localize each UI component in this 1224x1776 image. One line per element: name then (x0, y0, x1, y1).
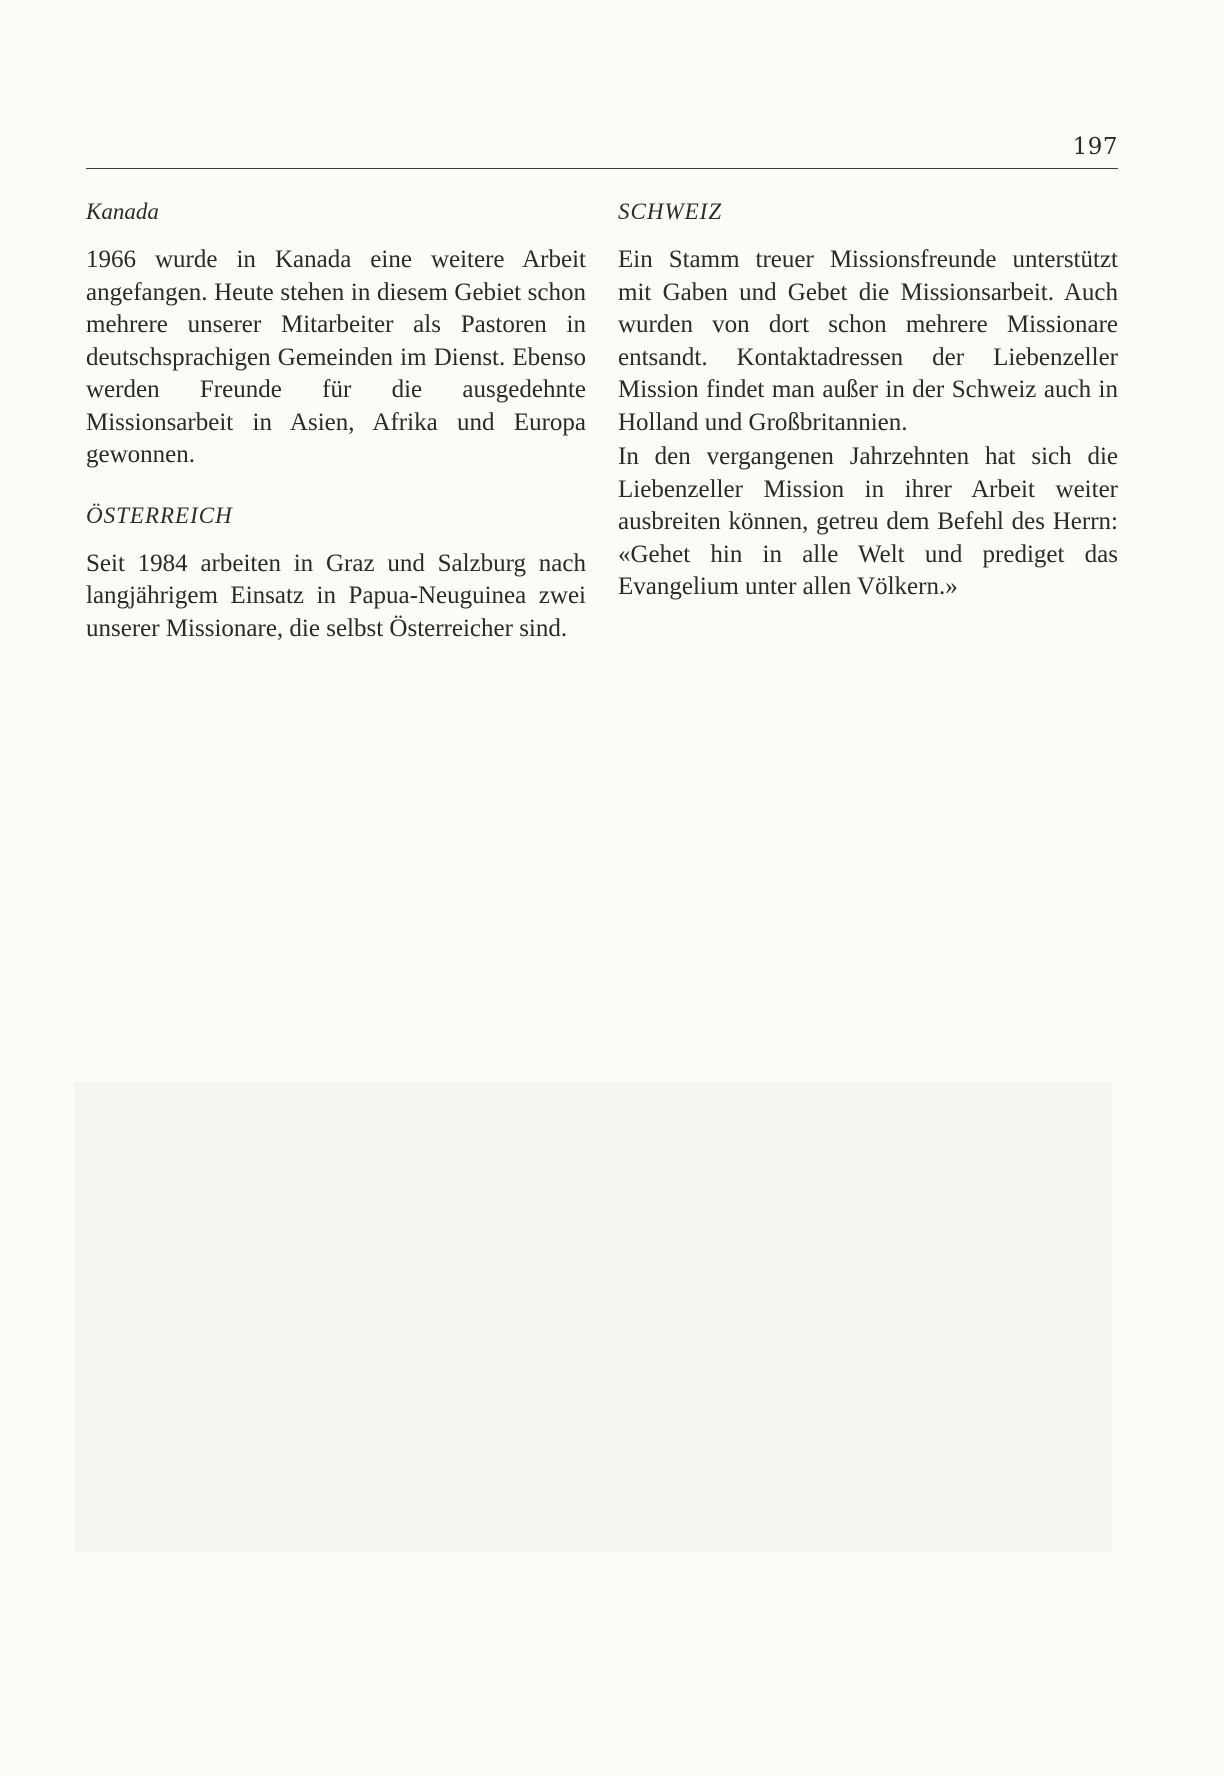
closing-paragraph: In den vergangenen Jahrzehnten hat sich die Liebenzeller Mission in ihrer Arbeit weiter ausbreiten können, getreu dem Befehl des Herrn: «Gehet hin in alle Welt und prediget das Evangelium unter allen Völkern.» (618, 443, 1118, 600)
right-column (618, 196, 1118, 604)
section-text-oesterreich: Seit 1984 arbeiten in Graz und Salzburg nach langjährigem Einsatz in Papua-Neuguinea zwei unserer Missionare, die selbst Österreicher sind. (86, 549, 586, 642)
section-heading-kanada: Kanada (86, 199, 159, 224)
show-through-image-area (74, 1082, 1112, 1552)
section-heading-schweiz: SCHWEIZ (618, 199, 723, 224)
page-number: 197 (1072, 134, 1118, 160)
section-heading-oesterreich: ÖSTERREICH (86, 502, 233, 528)
section-text-kanada: 1966 wurde in Kanada eine weitere Arbeit angefangen. Heute stehen in diesem Gebiet schon mehrere unserer Mitarbeiter als Pastoren in deutschsprachigen Gemeinden im Dienst. Ebenso werden Freunde für die ausgedehnte Missionsarbeit in Asien, Afrika und Europa gewonnen. (86, 246, 586, 468)
left-column (86, 196, 586, 645)
section-text-schweiz: Ein Stamm treuer Missionsfreunde unterstützt mit Gaben und Gebet die Missionsarbeit. Auch wurden von dort schon mehrere Missionare entsandt. Kontaktadressen der Liebenzeller Mission findet man außer in der Schweiz auch in Holland und Großbritannien. (618, 246, 1118, 436)
header-rule (86, 168, 1118, 169)
